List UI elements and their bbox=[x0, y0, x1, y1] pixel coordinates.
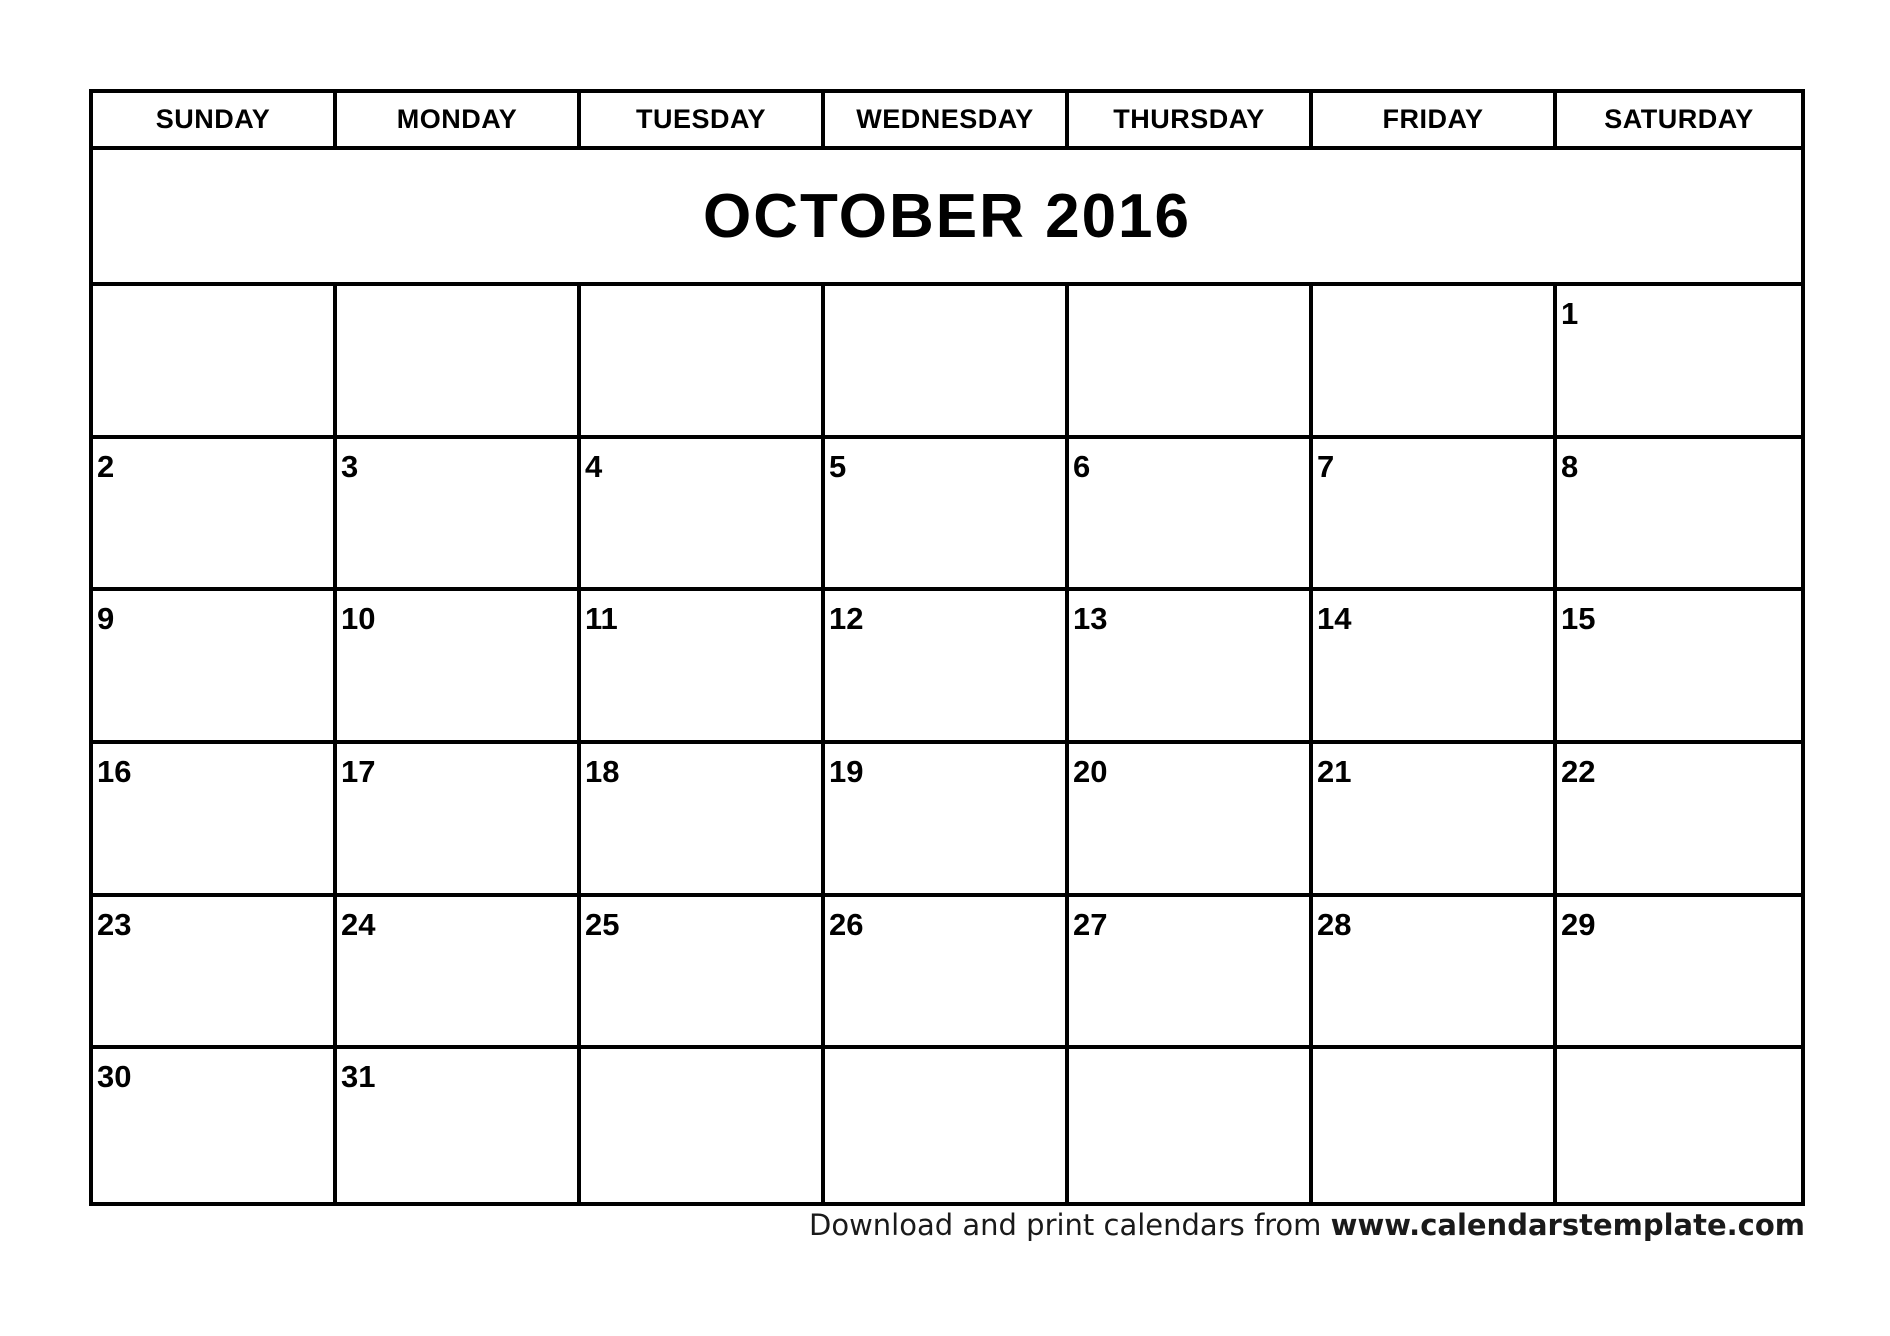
month-title: OCTOBER 2016 bbox=[93, 150, 1801, 286]
day-cell bbox=[1313, 1049, 1557, 1202]
date-number: 16 bbox=[97, 754, 132, 789]
weekday-header-tuesday: TUESDAY bbox=[581, 93, 825, 150]
day-cell bbox=[93, 591, 337, 744]
day-cell bbox=[1313, 591, 1557, 744]
date-number: 17 bbox=[341, 754, 376, 789]
day-cell bbox=[337, 439, 581, 592]
date-number: 13 bbox=[1073, 601, 1108, 637]
footer-site-link[interactable]: www.calendarstemplate.com bbox=[1330, 1208, 1805, 1242]
date-number: 29 bbox=[1561, 906, 1596, 942]
day-cell bbox=[581, 744, 825, 897]
day-cell bbox=[337, 591, 581, 744]
date-number: 7 bbox=[1317, 448, 1335, 484]
day-cell bbox=[825, 439, 1069, 592]
day-cell bbox=[1069, 1049, 1313, 1202]
date-number: 14 bbox=[1317, 601, 1352, 637]
date-number: 26 bbox=[829, 906, 864, 942]
day-cell bbox=[1313, 439, 1557, 592]
date-number: 6 bbox=[1073, 448, 1091, 484]
day-cell bbox=[93, 897, 337, 1050]
date-number: 5 bbox=[829, 448, 847, 484]
weekday-header-friday: FRIDAY bbox=[1313, 93, 1557, 150]
day-cell bbox=[825, 897, 1069, 1050]
day-cell bbox=[1557, 591, 1801, 744]
date-number: 3 bbox=[341, 448, 359, 484]
day-cell bbox=[1557, 744, 1801, 897]
day-cell bbox=[825, 286, 1069, 439]
date-number: 23 bbox=[97, 906, 132, 942]
date-number: 25 bbox=[585, 906, 620, 942]
date-number: 27 bbox=[1073, 906, 1108, 942]
date-number: 9 bbox=[97, 601, 115, 637]
weekday-header-thursday: THURSDAY bbox=[1069, 93, 1313, 150]
day-cell bbox=[581, 897, 825, 1050]
day-cell bbox=[1557, 897, 1801, 1050]
date-number: 19 bbox=[829, 754, 864, 789]
date-number: 10 bbox=[341, 601, 376, 637]
date-number: 8 bbox=[1561, 448, 1579, 484]
day-cell bbox=[337, 897, 581, 1050]
date-number: 12 bbox=[829, 601, 864, 637]
day-cell bbox=[93, 744, 337, 897]
calendar-grid bbox=[89, 89, 1805, 1206]
day-cell bbox=[1557, 439, 1801, 592]
day-cell bbox=[825, 744, 1069, 897]
date-number: 30 bbox=[97, 1059, 132, 1095]
day-cell bbox=[1069, 439, 1313, 592]
date-number: 22 bbox=[1561, 754, 1596, 789]
day-cell bbox=[337, 1049, 581, 1202]
date-number: 11 bbox=[585, 601, 618, 637]
day-cell bbox=[825, 1049, 1069, 1202]
day-cell bbox=[825, 591, 1069, 744]
date-number: 2 bbox=[97, 448, 115, 484]
day-cell bbox=[1069, 744, 1313, 897]
date-number: 1 bbox=[1561, 296, 1579, 331]
footer-text: Download and print calendars from bbox=[809, 1208, 1331, 1242]
day-cell bbox=[1069, 286, 1313, 439]
day-cell bbox=[1069, 591, 1313, 744]
date-number: 24 bbox=[341, 906, 376, 942]
day-cell bbox=[581, 1049, 825, 1202]
day-cell bbox=[1313, 897, 1557, 1050]
day-cell bbox=[337, 286, 581, 439]
weekday-header-saturday: SATURDAY bbox=[1557, 93, 1801, 150]
date-number: 18 bbox=[585, 754, 620, 789]
date-number: 21 bbox=[1317, 754, 1352, 789]
day-cell bbox=[581, 286, 825, 439]
day-cell bbox=[1313, 286, 1557, 439]
day-cell bbox=[1557, 286, 1801, 439]
date-number: 4 bbox=[585, 448, 603, 484]
weekday-header-sunday: SUNDAY bbox=[93, 93, 337, 150]
day-cell bbox=[93, 286, 337, 439]
day-cell bbox=[1069, 897, 1313, 1050]
day-cell bbox=[581, 439, 825, 592]
day-cell bbox=[93, 1049, 337, 1202]
weekday-header-monday: MONDAY bbox=[337, 93, 581, 150]
day-cell bbox=[581, 591, 825, 744]
date-number: 20 bbox=[1073, 754, 1108, 789]
date-number: 15 bbox=[1561, 601, 1596, 637]
day-cell bbox=[93, 439, 337, 592]
weekday-header-wednesday: WEDNESDAY bbox=[825, 93, 1069, 150]
date-number: 28 bbox=[1317, 906, 1352, 942]
day-cell bbox=[1557, 1049, 1801, 1202]
day-cell bbox=[337, 744, 581, 897]
date-number: 31 bbox=[341, 1059, 376, 1095]
day-cell bbox=[1313, 744, 1557, 897]
footer-credit bbox=[809, 1208, 1805, 1242]
